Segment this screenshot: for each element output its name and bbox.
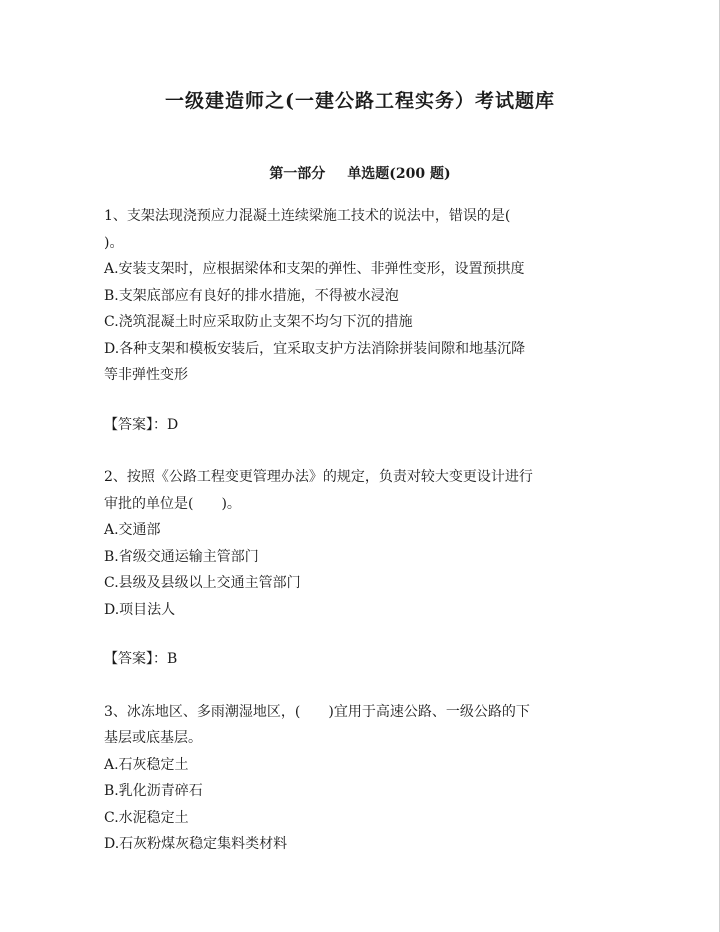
question-1 <box>104 203 612 438</box>
option-b: B.省级交通运输主管部门 <box>104 548 259 565</box>
question-stem: 3、冰冻地区、多雨潮湿地区，( )宜用于高速公路、一级公路的下 <box>104 703 530 720</box>
option-d: D.项目法人 <box>104 601 176 618</box>
option-b: B.乳化沥青碎石 <box>104 783 203 799</box>
section-name: 单选题(200 题) <box>347 166 451 182</box>
page-title: 一级建造师之(一建公路工程实务）考试题库 <box>165 90 555 112</box>
option-c: C.县级及县级以上交通主管部门 <box>104 575 301 591</box>
option-d: D.各种支架和模板安装后，宜采取支护方法消除拼装间隙和地基沉降 <box>104 340 526 357</box>
option-d: D.石灰粉煤灰稳定集料类材料 <box>104 836 288 852</box>
question-2 <box>104 464 612 673</box>
option-a: A.交通部 <box>104 522 161 538</box>
question-stem: 2、按照《公路工程变更管理办法》的规定，负责对较大变更设计进行 <box>104 469 533 485</box>
question-stem: )。 <box>104 234 124 251</box>
option-a: A.安装支架时，应根据梁体和支架的弹性、非弹性变形，设置预拱度 <box>104 261 525 277</box>
answer: 【答案】：D <box>104 416 179 433</box>
question-list <box>104 203 612 858</box>
option-a: A.石灰稳定土 <box>104 756 189 773</box>
option-b: B.支架底部应有良好的排水措施，不得被水浸泡 <box>104 287 399 304</box>
option-c: C.水泥稳定土 <box>104 809 189 826</box>
question-3 <box>104 699 612 858</box>
question-stem: 基层或底基层。 <box>104 730 202 746</box>
answer: 【答案】：B <box>104 651 178 667</box>
question-stem: 审批的单位是( )。 <box>104 495 241 512</box>
option-d: 等非弹性变形 <box>104 367 188 383</box>
option-c: C.浇筑混凝土时应采取防止支架不均匀下沉的措施 <box>104 314 413 330</box>
question-stem: 1、支架法现浇预应力混凝土连续梁施工技术的说法中，错误的是( <box>104 208 511 224</box>
section-heading <box>0 163 720 183</box>
section-part: 第一部分 <box>269 166 326 182</box>
